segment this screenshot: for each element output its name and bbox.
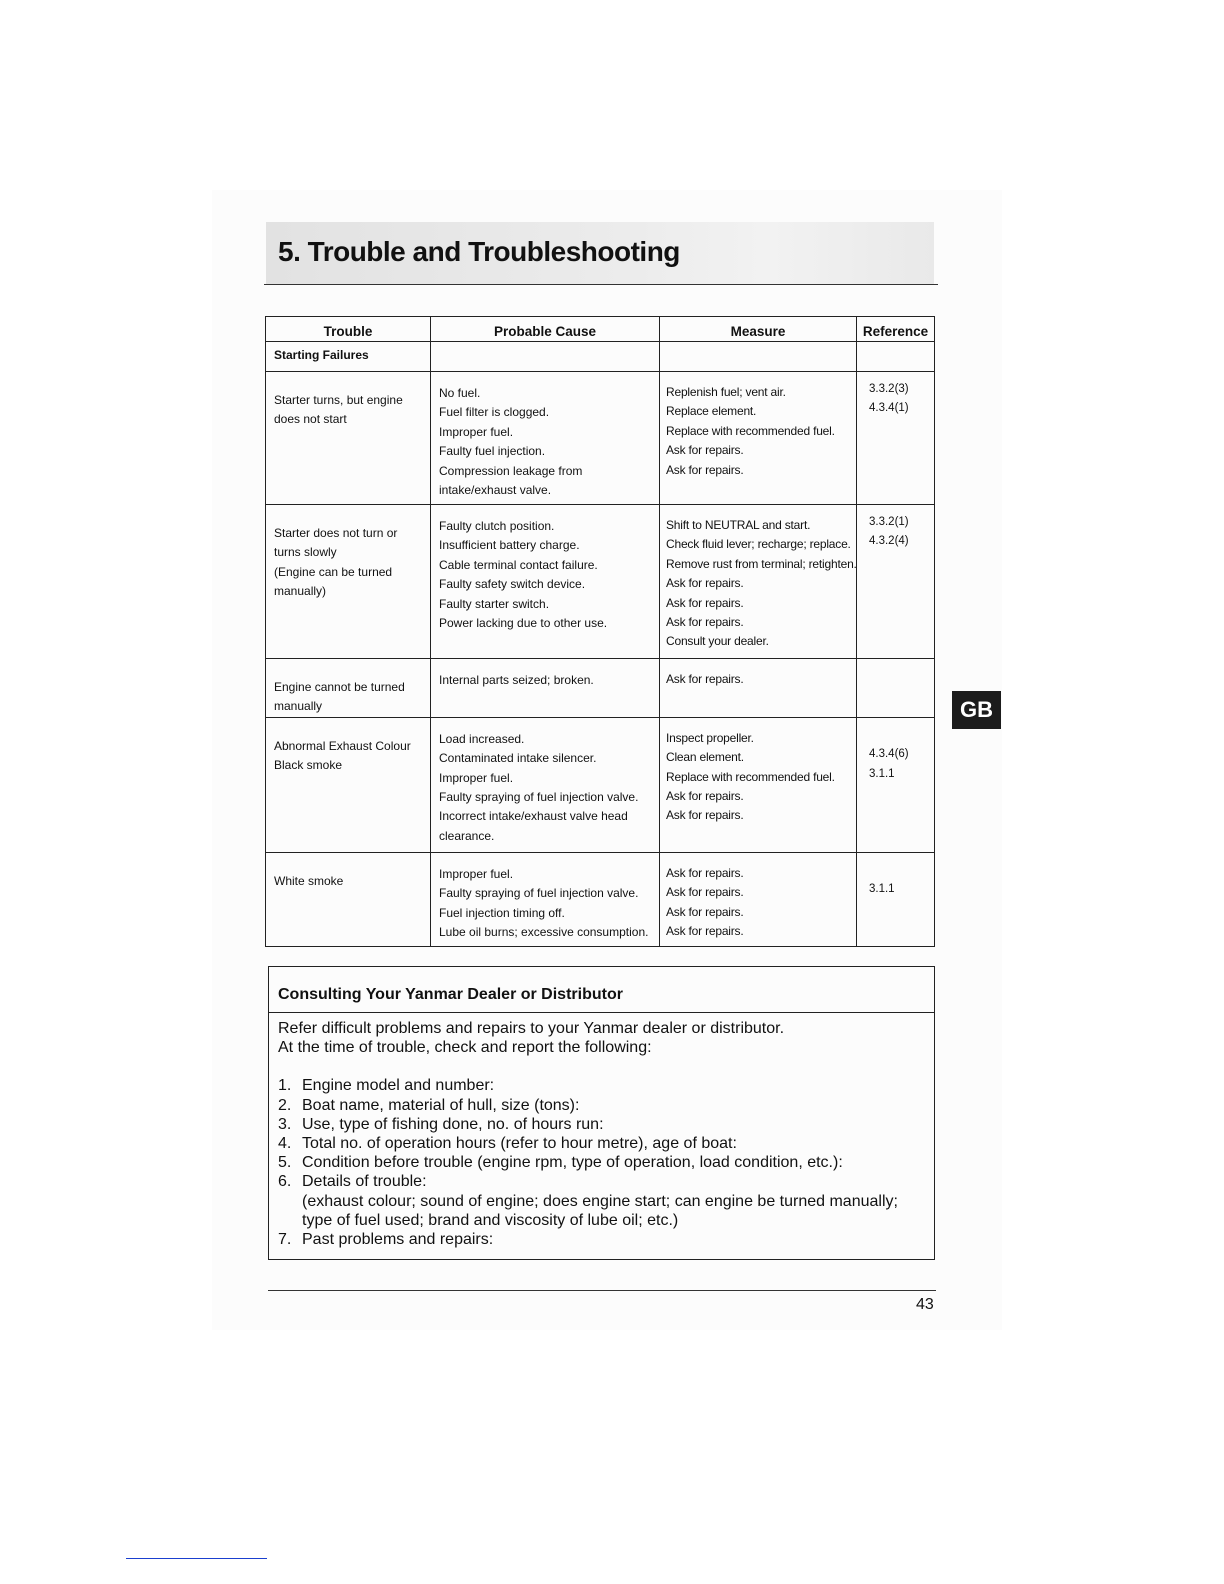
trouble-cell xyxy=(266,372,431,505)
trouble-line: Abnormal Exhaust Colour xyxy=(274,738,411,753)
measure-line: Replace with recommended fuel. xyxy=(666,769,835,784)
reference-line: 3.1.1 xyxy=(869,883,895,896)
reference-line: 4.3.4(1) xyxy=(869,402,909,415)
trouble-line: Engine cannot be turned xyxy=(274,680,405,694)
trouble-line: (Engine can be turned xyxy=(274,564,393,579)
troubleshooting-table xyxy=(265,316,935,947)
measure-line: Remove rust from terminal; retighten. xyxy=(666,556,857,571)
link-underline xyxy=(126,1558,267,1559)
reference-cell xyxy=(857,852,935,946)
checklist-text: Condition before trouble (engine rpm, type of operation, load condition, etc.): xyxy=(302,1154,843,1172)
measure-line: Ask for repairs. xyxy=(666,865,744,880)
checklist-text: Engine model and number: xyxy=(302,1077,495,1095)
measure-cell xyxy=(660,717,857,852)
cause-line: Fuel filter is clogged. xyxy=(439,405,550,420)
header-trouble: Trouble xyxy=(266,317,431,342)
table-row xyxy=(266,372,935,505)
consult-box-body xyxy=(269,1013,934,1249)
cause-line: Compression leakage from xyxy=(439,463,583,478)
trouble-cell xyxy=(266,852,431,946)
language-tab: GB xyxy=(952,691,1001,729)
measure-line: Clean element. xyxy=(666,750,744,765)
trouble-line: manually xyxy=(274,699,323,714)
reference-line xyxy=(869,861,926,880)
measure-cell xyxy=(660,659,857,718)
cause-line: Improper fuel. xyxy=(439,770,514,785)
measure-line: Replenish fuel; vent air. xyxy=(666,385,786,399)
measure-cell xyxy=(660,505,857,659)
checklist-item xyxy=(278,1115,925,1134)
measure-line: Consult your dealer. xyxy=(666,634,769,649)
page-number: 43 xyxy=(916,1296,934,1313)
reference-line: 4.3.2(4) xyxy=(869,535,909,548)
reference-cell xyxy=(857,659,935,718)
checklist-item xyxy=(278,1153,925,1172)
cause-cell xyxy=(431,852,660,946)
reference-cell xyxy=(857,505,935,659)
trouble-cell xyxy=(266,659,431,718)
cause-line: Incorrect intake/exhaust valve head xyxy=(439,809,628,824)
cause-line: Load increased. xyxy=(439,731,525,746)
table-row xyxy=(266,852,935,946)
checklist-text: Past problems and repairs: xyxy=(302,1231,494,1249)
checklist-text: type of fuel used; brand and viscosity of lube oil; etc.) xyxy=(302,1211,679,1229)
cause-line: Fuel injection timing off. xyxy=(439,905,565,920)
trouble-line: turns slowly xyxy=(274,545,337,560)
page-title: 5. Trouble and Troubleshooting xyxy=(278,236,680,267)
measure-line: Ask for repairs. xyxy=(666,789,744,804)
table-row xyxy=(266,717,935,852)
footer-divider xyxy=(268,1290,936,1291)
reference-cell xyxy=(857,372,935,505)
measure-line: Shift to NEUTRAL and start. xyxy=(666,518,811,532)
cause-line: Faulty spraying of fuel injection valve. xyxy=(439,886,639,901)
cause-line: clearance. xyxy=(439,828,495,843)
measure-line: Ask for repairs. xyxy=(666,885,744,900)
cause-line: Faulty safety switch device. xyxy=(439,577,586,592)
checklist-item xyxy=(278,1230,925,1249)
cause-line: Contaminated intake silencer. xyxy=(439,751,597,766)
measure-line: Ask for repairs. xyxy=(666,576,744,591)
cause-line: Internal parts seized; broken. xyxy=(439,673,594,687)
measure-line: Ask for repairs. xyxy=(666,808,744,823)
measure-line: Ask for repairs. xyxy=(666,462,744,477)
cause-line: Faulty spraying of fuel injection valve. xyxy=(439,790,639,805)
trouble-line: manually) xyxy=(274,584,327,599)
measure-line: Replace with recommended fuel. xyxy=(666,423,835,438)
checklist-item xyxy=(278,1096,925,1115)
checklist-number: 7. xyxy=(278,1231,292,1249)
reference-line: 4.3.4(6) xyxy=(869,748,909,761)
cause-line: Improper fuel. xyxy=(439,424,514,439)
cause-line: Cable terminal contact failure. xyxy=(439,557,598,572)
checklist-number: 1. xyxy=(278,1077,292,1095)
table-row xyxy=(266,659,935,718)
cause-line: No fuel. xyxy=(439,386,481,400)
checklist-text: (exhaust colour; sound of engine; does engine start; can engine be turned manually; xyxy=(302,1192,898,1210)
table-row xyxy=(266,505,935,659)
measure-line: Inspect propeller. xyxy=(666,730,754,745)
measure-line: Ask for repairs. xyxy=(666,924,744,939)
checklist-text: Use, type of fishing done, no. of hours run: xyxy=(302,1115,604,1133)
checklist-text: Total no. of operation hours (refer to hour metre), age of boat: xyxy=(302,1135,737,1153)
cause-line: Faulty clutch position. xyxy=(439,519,555,533)
measure-line: Check fluid lever; recharge; replace. xyxy=(666,537,851,552)
trouble-cell xyxy=(266,505,431,659)
reference-line: 3.3.2(3) xyxy=(869,383,909,395)
cause-cell xyxy=(431,717,660,852)
cause-line: Faulty fuel injection. xyxy=(439,444,546,459)
cause-cell xyxy=(431,659,660,718)
measure-line: Ask for repairs. xyxy=(666,615,744,630)
measure-line: Ask for repairs. xyxy=(666,904,744,919)
title-divider xyxy=(264,284,938,285)
category-row xyxy=(266,342,935,372)
checklist-number: 4. xyxy=(278,1135,292,1153)
measure-line: Ask for repairs. xyxy=(666,595,744,610)
measure-line: Ask for repairs. xyxy=(666,672,744,686)
consult-box-title: Consulting Your Yanmar Dealer or Distributor xyxy=(269,967,934,1013)
cause-line: Improper fuel. xyxy=(439,866,514,881)
reference-line xyxy=(869,726,926,745)
header-probable-cause: Probable Cause xyxy=(431,317,660,342)
consult-intro-line: Refer difficult problems and repairs to your Yanmar dealer or distributor. xyxy=(278,1020,785,1037)
checklist-item xyxy=(278,1172,925,1230)
checklist-number: 2. xyxy=(278,1096,292,1114)
cause-line: Faulty starter switch. xyxy=(439,596,550,611)
measure-cell xyxy=(660,852,857,946)
cause-line: Lube oil burns; excessive consumption. xyxy=(439,925,649,940)
checklist-item xyxy=(278,1134,925,1153)
trouble-line: Starter turns, but engine xyxy=(274,393,403,407)
trouble-line: does not start xyxy=(274,412,347,427)
checklist-item xyxy=(278,1076,925,1095)
trouble-line: White smoke xyxy=(274,873,344,888)
checklist-number: 5. xyxy=(278,1154,292,1172)
reference-line: 3.1.1 xyxy=(869,767,895,780)
trouble-line: Black smoke xyxy=(274,758,343,773)
header-measure: Measure xyxy=(660,317,857,342)
checklist-number: 6. xyxy=(278,1173,292,1191)
table-header-row xyxy=(266,317,935,342)
consult-intro-line: At the time of trouble, check and report the following: xyxy=(278,1039,652,1057)
measure-line: Replace element. xyxy=(666,404,757,419)
measure-cell xyxy=(660,372,857,505)
header-reference: Reference xyxy=(857,317,935,342)
consult-box xyxy=(268,966,935,1260)
measure-line: Ask for repairs. xyxy=(666,443,744,458)
cause-line: Power lacking due to other use. xyxy=(439,616,608,631)
trouble-line: Starter does not turn or xyxy=(274,526,398,540)
cause-cell xyxy=(431,505,660,659)
checklist-text: Boat name, material of hull, size (tons): xyxy=(302,1096,580,1114)
reference-line: 3.3.2(1) xyxy=(869,516,909,528)
cause-cell xyxy=(431,372,660,505)
trouble-cell xyxy=(266,717,431,852)
cause-line: intake/exhaust valve. xyxy=(439,483,552,498)
consult-checklist xyxy=(278,1076,925,1249)
checklist-text: Details of trouble: xyxy=(302,1173,427,1191)
category-label: Starting Failures xyxy=(274,348,369,362)
cause-line: Insufficient battery charge. xyxy=(439,538,580,553)
reference-cell xyxy=(857,717,935,852)
checklist-number: 3. xyxy=(278,1115,292,1133)
